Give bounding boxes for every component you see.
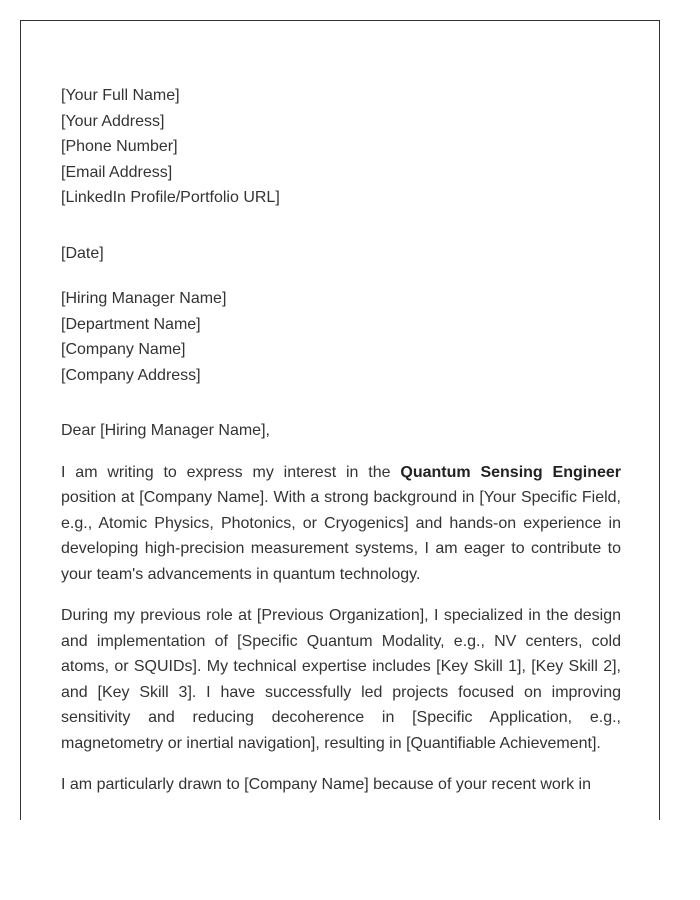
sender-name: [Your Full Name] [61, 87, 180, 104]
greeting: Dear [Hiring Manager Name], [61, 422, 270, 439]
paragraph-intro [61, 460, 621, 588]
recipient-company: [Company Name] [61, 341, 186, 358]
sender-linkedin: [LinkedIn Profile/Portfolio URL] [61, 189, 280, 206]
date-block [61, 241, 621, 267]
paragraph-experience: During my previous role at [Previous Organization], I specialized in the design and implementation of [Specific Quantum Modality, e.g., NV centers, cold atoms, or SQUIDs]. My technical expertise includes [Key Skill 1], [Key Skill 2], and [Key Skill 3]. I have successfully led projects focused on improving sensitivity and reducing decoherence in [Specific Application, e.g., magnetometry or inertial navigation], resulting in [Quantifiable Achievement]. [61, 607, 621, 752]
recipient-address: [Company Address] [61, 366, 201, 384]
letter-date: [Date] [61, 244, 104, 262]
recipient-block [61, 286, 621, 388]
paragraph-motivation: I am particularly drawn to [Company Name] because of your recent work in [61, 776, 592, 793]
paragraph-intro-after: position at [Company Name]. With a strong background in [Your Specific Field, e.g., Atomic Physics, Photonics, or Cryogenics] and hands-on experience in developing high-precision measurement systems, I am eager to contribute to your team's advancements in quantum technology. [61, 489, 621, 583]
recipient-name: [Hiring Manager Name] [61, 290, 227, 307]
sender-email: [Email Address] [61, 163, 173, 181]
letter-page [20, 20, 660, 820]
letter-content [61, 83, 621, 814]
job-title: Quantum Sensing Engineer [400, 463, 621, 481]
sender-phone: [Phone Number] [61, 138, 178, 155]
sender-block [61, 83, 621, 211]
recipient-department: [Department Name] [61, 315, 201, 333]
sender-address: [Your Address] [61, 112, 165, 130]
paragraph-intro-before: I am writing to express my interest in the [61, 463, 401, 481]
